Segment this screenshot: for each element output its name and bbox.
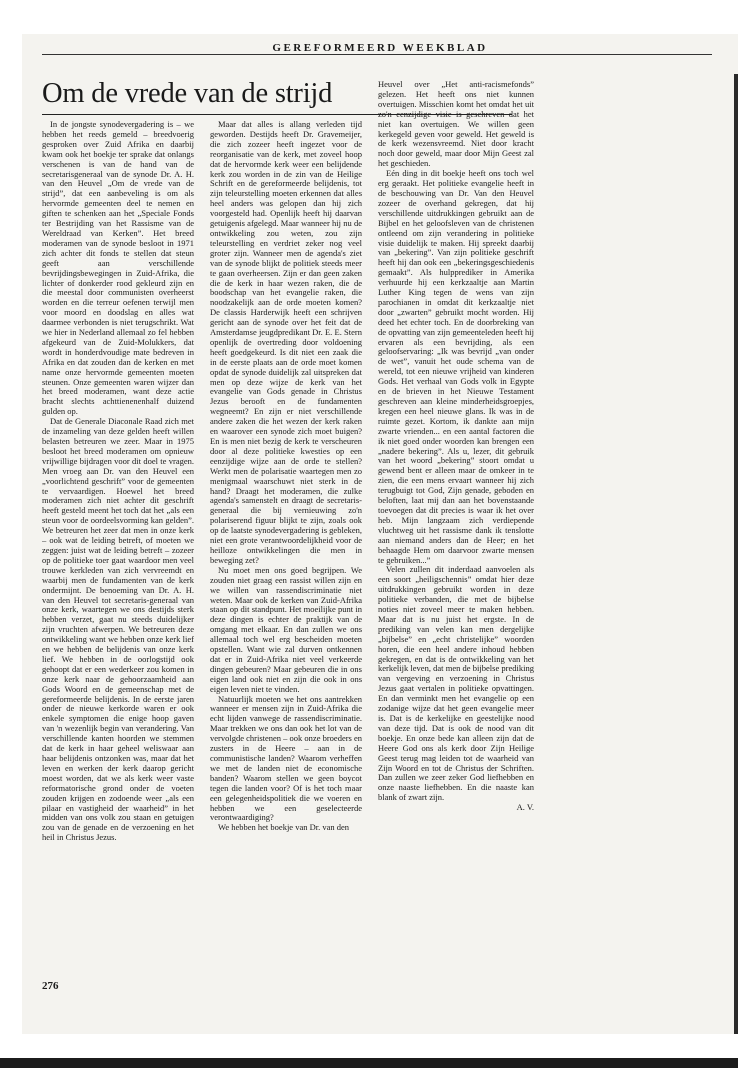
magazine-page <box>22 34 738 1034</box>
paragraph: Natuurlijk moeten we het ons aantrekken wanneer er mensen zijn in Zuid-Afrika die echt lijden vanwege de rassendiscriminatie. Maar trekken we ons dan ook het lot van de vervolgde christenen – ook onze broeders en zusters in de Heere – aan in de communistische landen? Waarom verheffen we met de landen niet de economische banden? Waarom stellen we geen boycot tegen die landen voor? Of is het toch maar een gelegenheidspolitiek die we voeren en hebben we een geselecteerde verontwaardiging? <box>210 693 362 823</box>
page-edge-shadow <box>734 74 738 1034</box>
page-number: 276 <box>42 980 59 992</box>
paragraph: Nu moet men ons goed begrijpen. We zouden niet graag een rassist willen zijn en we willen van rassendiscriminatie niet weten. Maar ook de kerken van Zuid-Afrika staan op dit standpunt. Het moeilijke punt in deze dingen is echter de praktijk van de omgang met elkaar. En dan zullen we ons allemaal toch wel erg bescheiden moeten opstellen. Want wie zal durven ontkennen dat er in Zuid-Afrika niet veel verkeerde dingen gebeuren? Maar gebeuren die in ons eigen land ook niet en zijn die ook in ons eigen leven niet te vinden. <box>210 564 362 694</box>
paragraph: In de jongste synodevergadering is – we hebben het reeds gemeld – breedvoerig gesproken over Zuid Afrika en daarbij kwam ook het boekje ter sprake dat onlangs verschenen is van de hand van de secretarisgeneraal van de synode Dr. A. H. van den Heuvel „Om de vrede van de strijd”, dat een aanbeveling is om als hervormde gemeenten deel te nemen en giften te schenken aan het „Speciale Fonds ter Bestrijding van het Rassisme van de Wereldraad van Kerken”. Het breed moderamen van de synode besloot in 1971 zich achter dit fonds te stellen dat steun geeft aan verschillende bevrijdingsbewegingen in Zuid-Afrika, die lichter of donkerder rood gekleurd zijn en die meestal door communisten overheerst worden en die terreur oefenen terwijl men voor moord en doodslag en alles wat daarmee verbonden is niet terugschrikt. Wat we hier in Nederland allemaal zo fel hebben afgekeurd van de Zuid-Molukkers, dat wordt in honderdvoudige mate bedreven in Afrika en dat zouden dan de kerken en met name onze hervormde gemeenten moeten steunen. Onze gemeenten waren wijzer dan het breed moderamen, want deze actie bracht slechts achttienenenhalf duizend gulden op. <box>42 120 194 417</box>
article-column-3 <box>378 80 534 938</box>
running-head: GEREFORMEERD WEEKBLAD <box>272 42 488 54</box>
paragraph: Heuvel over „Het anti-racismefonds” gelezen. Het heeft ons niet kunnen overtuigen. Misschien komt het omdat het uit zo'n eenzijdige visie is geschreven dat het niet kan overtuigen. We willen geen kerkegeld geven voor geweld. Het geweld is de kerk wezensvreemd. Niet door kracht noch door geweld, maar door Mijn Geest zal het geschieden. <box>378 80 534 169</box>
paragraph: Maar dat alles is allang verleden tijd geworden. Destijds heeft Dr. Gravemeijer, die zich zozeer heeft ingezet voor de reorganisatie van de kerk, met zoveel hoop dat de hervormde kerk weer een belijdende kerk zou worden in de zin van de Heilige Schrift en de gereformeerde belijdenis, tot zijn teleurstelling moeten erkennen dat alles heel anders was gelopen dan hij zich voorgesteld had. Openlijk heeft hij daarvan getuigenis afgelegd. Maar wanneer hij nu de ontwikkeling zou weten, zou zijn teleurstelling en verdriet zeker nog veel groter zijn. Wanneer men de agenda's ziet van de synode blijkt de politiek steeds meer te gaan overheersen. Zijn er dan geen zaken die de kerk in haar wezen raken, die de boodschap van het evangelie raken, die noodzakelijk aan de orde moeten komen? De classis Harderwijk heeft een schrijven gericht aan de synode over het feit dat de Amsterdamse jeugdpredikant Dr. E. E. Stern openlijk de overtreding door voldoening heeft goedgekeurd. Is dit niet een zaak die in de eerste plaats aan de orde moet komen opdat de synode duidelijk zal uitspreken dat men op deze wijze de kerk van het evangelie van Gods genade in Christus Jezus berooft en de fundamenten wegneemt? En zijn er niet verschillende andere zaken die het wezen der kerk raken en waarover een synode zich moet buigen? En is men niet bezig de kerk te verscheuren door al deze politieke kwesties op een eenzijdige wijze aan de orde te stellen? Werkt men de polarisatie waartegen men zo menigmaal waarschuwt niet sterk in de hand? Draagt het moderamen, die zulke agenda's samenstelt en draagt de secretaris-generaal die bij vernieuwing zo'n polariserend figuur blijkt te zijn, zoals ook op de laatste synodevergadering is gebleken, niet een grote verantwoordelijkheid voor de heilloze ontwikkelingen die men in beweging zet? <box>210 120 362 565</box>
article-column-1 <box>42 120 194 974</box>
article-column-2 <box>210 120 362 974</box>
paragraph: We hebben het boekje van Dr. van den <box>218 822 350 833</box>
header-rule <box>42 54 712 55</box>
paragraph: Dat de Generale Diaconale Raad zich met de inzameling van deze gelden heeft willen belasten betreuren we zeer. Maar in 1975 besloot het breed moderamen om opnieuw vrijwillige bijdragen voor dit doel te vragen. Men vroeg aan Dr. van den Heuvel een „voorlichtend geschrift” voor de gemeenten te vervaardigen. Hoewel het breed moderamen zich niet achter dit geschrift heeft gesteld meent het toch dat het „als een steun voor de oordeelsvorming kan gelden”. We betreuren het zeer dat men in onze kerk – ook wat de leiding betreft, of moeten we zeggen: juist wat de leiding betreft – zozeer op de politieke toer gaat waardoor men veel trouwe kerkleden van zich vervreemdt en waarbij men de fundamenten van de kerk ondermijnt. De benoeming van Dr. A. H. van den Heuvel tot secretaris-generaal van onze kerk, waartegen we ons destijds sterk hebben verzet, gaat nu steeds duidelijker zijn vruchten afwerpen. We betreuren deze ontwikkeling want we hebben onze kerk lief en we hebben de belijdenis van onze kerk lief. We hebben in de oorlogstijd ook gehoopt dat er een wederkeer zou komen in onze kerk naar de gehoorzaamheid aan Gods Woord en de gemeenschap met de gereformeerde belijdenis. In de eerste jaren onder de nieuwe kerkorde waren er ook enkele symptomen die enige hoop gaven van 'n wezenlijk begin van verandering. Van verschillende kanten hoorden we stemmen dat de kerk in haar geheel weliswaar aan haar belijdenis ontzonken was, maar dat het leven en werken der kerk daarop gericht moest worden, dat we als kerk weer vaste reformatorische grond onder de voeten zouden krijgen en zodoende weer „als een pilaar en vastigheid der waarheid” in het midden van ons volk zou staan en getuigen zou van de genade en de verzoening en het heil in Christus Jezus. <box>42 416 194 843</box>
article-title: Om de vrede van de strijd <box>42 78 333 109</box>
footer-bar <box>0 1058 738 1068</box>
paragraph: Eén ding in dit boekje heeft ons toch wel erg geraakt. Het politieke evangelie heeft in de beschouwing van Dr. Van den Heuvel zozeer de overhand gekregen, dat hij verschillende uitdrukkingen gebruikt aan de Bijbel en het geloofsleven van de christenen ontleend om zijn verandering in politieke visie duidelijk te maken. Hij spreekt daarbij van „bekering”. Van zijn politieke geschrift heeft hij dan ook een „bekeringsgeschiedenis gemaakt”. Als hulpprediker in Amerika verhuurde hij een kerkzaaltje aan Martin Luther King tegen de wens van zijn parochianen in omdat dit kerkzaaltje niet door „zwarten” gebruikt mocht worden. Hij deed het echter toch. En de doorbreking van de opvatting van zijn gemeenteleden heeft hij ervaren als een bevrijding, als een geloofservaring: „Ik was bevrijd „van onder de wet”, vanuit het oude schema van de wereld, tot een nieuwe vrijheid van kinderen Gods. Het verhaal van Gods volk in Egypte en de brieven in het Nieuwe Testament geschreven aan kleine minderheidsgroepjes, kregen een heel nieuwe glans. Ik was in de ruimte gezet. Kortom, ik dankte aan mijn zwarte vrienden... en een aantal factoren die ik niet goed onder woorden kan brengen een „nadere bekering”. Als u, lezer, dit gebruik van het woord „bekering” stoort omdat u gewend bent er alleen maar de omkeer in te zien, die een mens ervaart wanneer hij zich terugbuigt tot God, Zijn genade, geboden en beloften, laat mij dan aan het bovenstaande toevoegen dat dit precies is waar ik het over heb. Mijn langzaam zich verdiepende vluchtweg uit het rassisme dank ik tenslotte aan niemand anders dan de Heer; en het behaagde Hem om daarvoor zwarte mensen te gebruiken...” <box>378 168 534 565</box>
paragraph: Velen zullen dit inderdaad aanvoelen als een soort „heiligschennis” omdat hier deze uitdrukkingen gebruikt worden in deze politieke verbanden, die met de bijbelse noties niet zoveel meer te maken hebben. Maar dat is nu juist het ergste. In de prediking van velen kan men dergelijke „bijbelse” en „echt christelijke” woorden horen, die een heel andere inhoud hebben gekregen, en dat is de ontwikkeling van het kerkelijk leven, dat men de bijbelse prediking van vergeving en verzoening in Christus Jezus gaat vertalen in politieke opvattingen. En dan verminkt men het evangelie op een zodanige wijze dat het geen evangelie meer is. Dat is de kerkelijke en geestelijke nood van deze tijd. Dat is ook de nood van dit boekje. En onze bede kan alleen zijn dat de Heere God ons als kerk door Zijn Heilige Geest terug mag leiden tot de waarheid van Zijn Woord en tot de Christus der Schriften. Dan zullen we zeer zeker God liefhebben en onze naaste liefhebben. En die naaste kan blank of zwart zijn. <box>378 564 534 803</box>
author-signature: A. V. <box>516 802 534 813</box>
